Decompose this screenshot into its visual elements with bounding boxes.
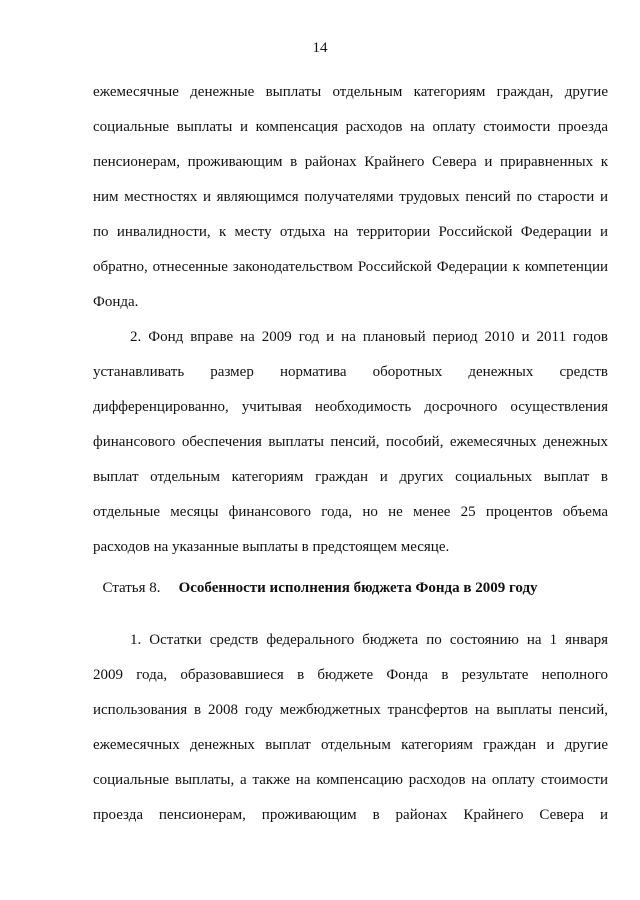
paragraph-line: 2. Фонд вправе на 2009 год и на плановый период 2010 и 2011 годов (130, 329, 608, 345)
paragraph-line: дифференцированно, учитывая необходимость досрочного осуществления (93, 399, 608, 415)
paragraph-line: по инвалидности, к месту отдыха на территории Российской Федерации и (93, 224, 608, 240)
article-label: Статья 8. (102, 580, 161, 596)
paragraph-line: ежемесячных денежных выплат отдельным категориям граждан и другие (93, 737, 608, 753)
article-heading (0, 580, 640, 597)
paragraph-line: ним местностях и являющимся получателями трудовых пенсий по старости и (93, 189, 608, 205)
page-number: 14 (312, 40, 328, 56)
paragraph-line: социальные выплаты, а также на компенсацию расходов на оплату стоимости (93, 772, 608, 788)
paragraph-line: расходов на указанные выплаты в предстоящем месяце. (93, 539, 450, 555)
paragraph-line: отдельные месяцы финансового года, но не менее 25 процентов объема (93, 504, 608, 520)
paragraph-line: Фонда. (93, 294, 139, 310)
paragraph-line: ежемесячные денежные выплаты отдельным категориям граждан, другие (93, 84, 608, 100)
paragraph-line: обратно, отнесенные законодательством Российской Федерации к компетенции (93, 259, 608, 275)
paragraph-line: пенсионерам, проживающим в районах Крайнего Севера и приравненных к (93, 154, 608, 170)
paragraph-line: 1. Остатки средств федерального бюджета по состоянию на 1 января (130, 632, 608, 648)
paragraph-line: социальные выплаты и компенсация расходов на оплату стоимости проезда (93, 119, 608, 135)
paragraph-line: 2009 года, образовавшиеся в бюджете Фонда в результате неполного (93, 667, 608, 683)
article-title: Особенности исполнения бюджета Фонда в 2009 году (178, 580, 538, 596)
paragraph-line: выплат отдельным категориям граждан и других социальных выплат в (93, 469, 608, 485)
paragraph-line: использования в 2008 году межбюджетных трансфертов на выплаты пенсий, (93, 702, 608, 718)
paragraph-line: финансового обеспечения выплаты пенсий, пособий, ежемесячных денежных (93, 434, 608, 450)
paragraph-line: устанавливать размер норматива оборотных денежных средств (93, 364, 608, 380)
paragraph-line: проезда пенсионерам, проживающим в районах Крайнего Севера и (93, 807, 608, 823)
